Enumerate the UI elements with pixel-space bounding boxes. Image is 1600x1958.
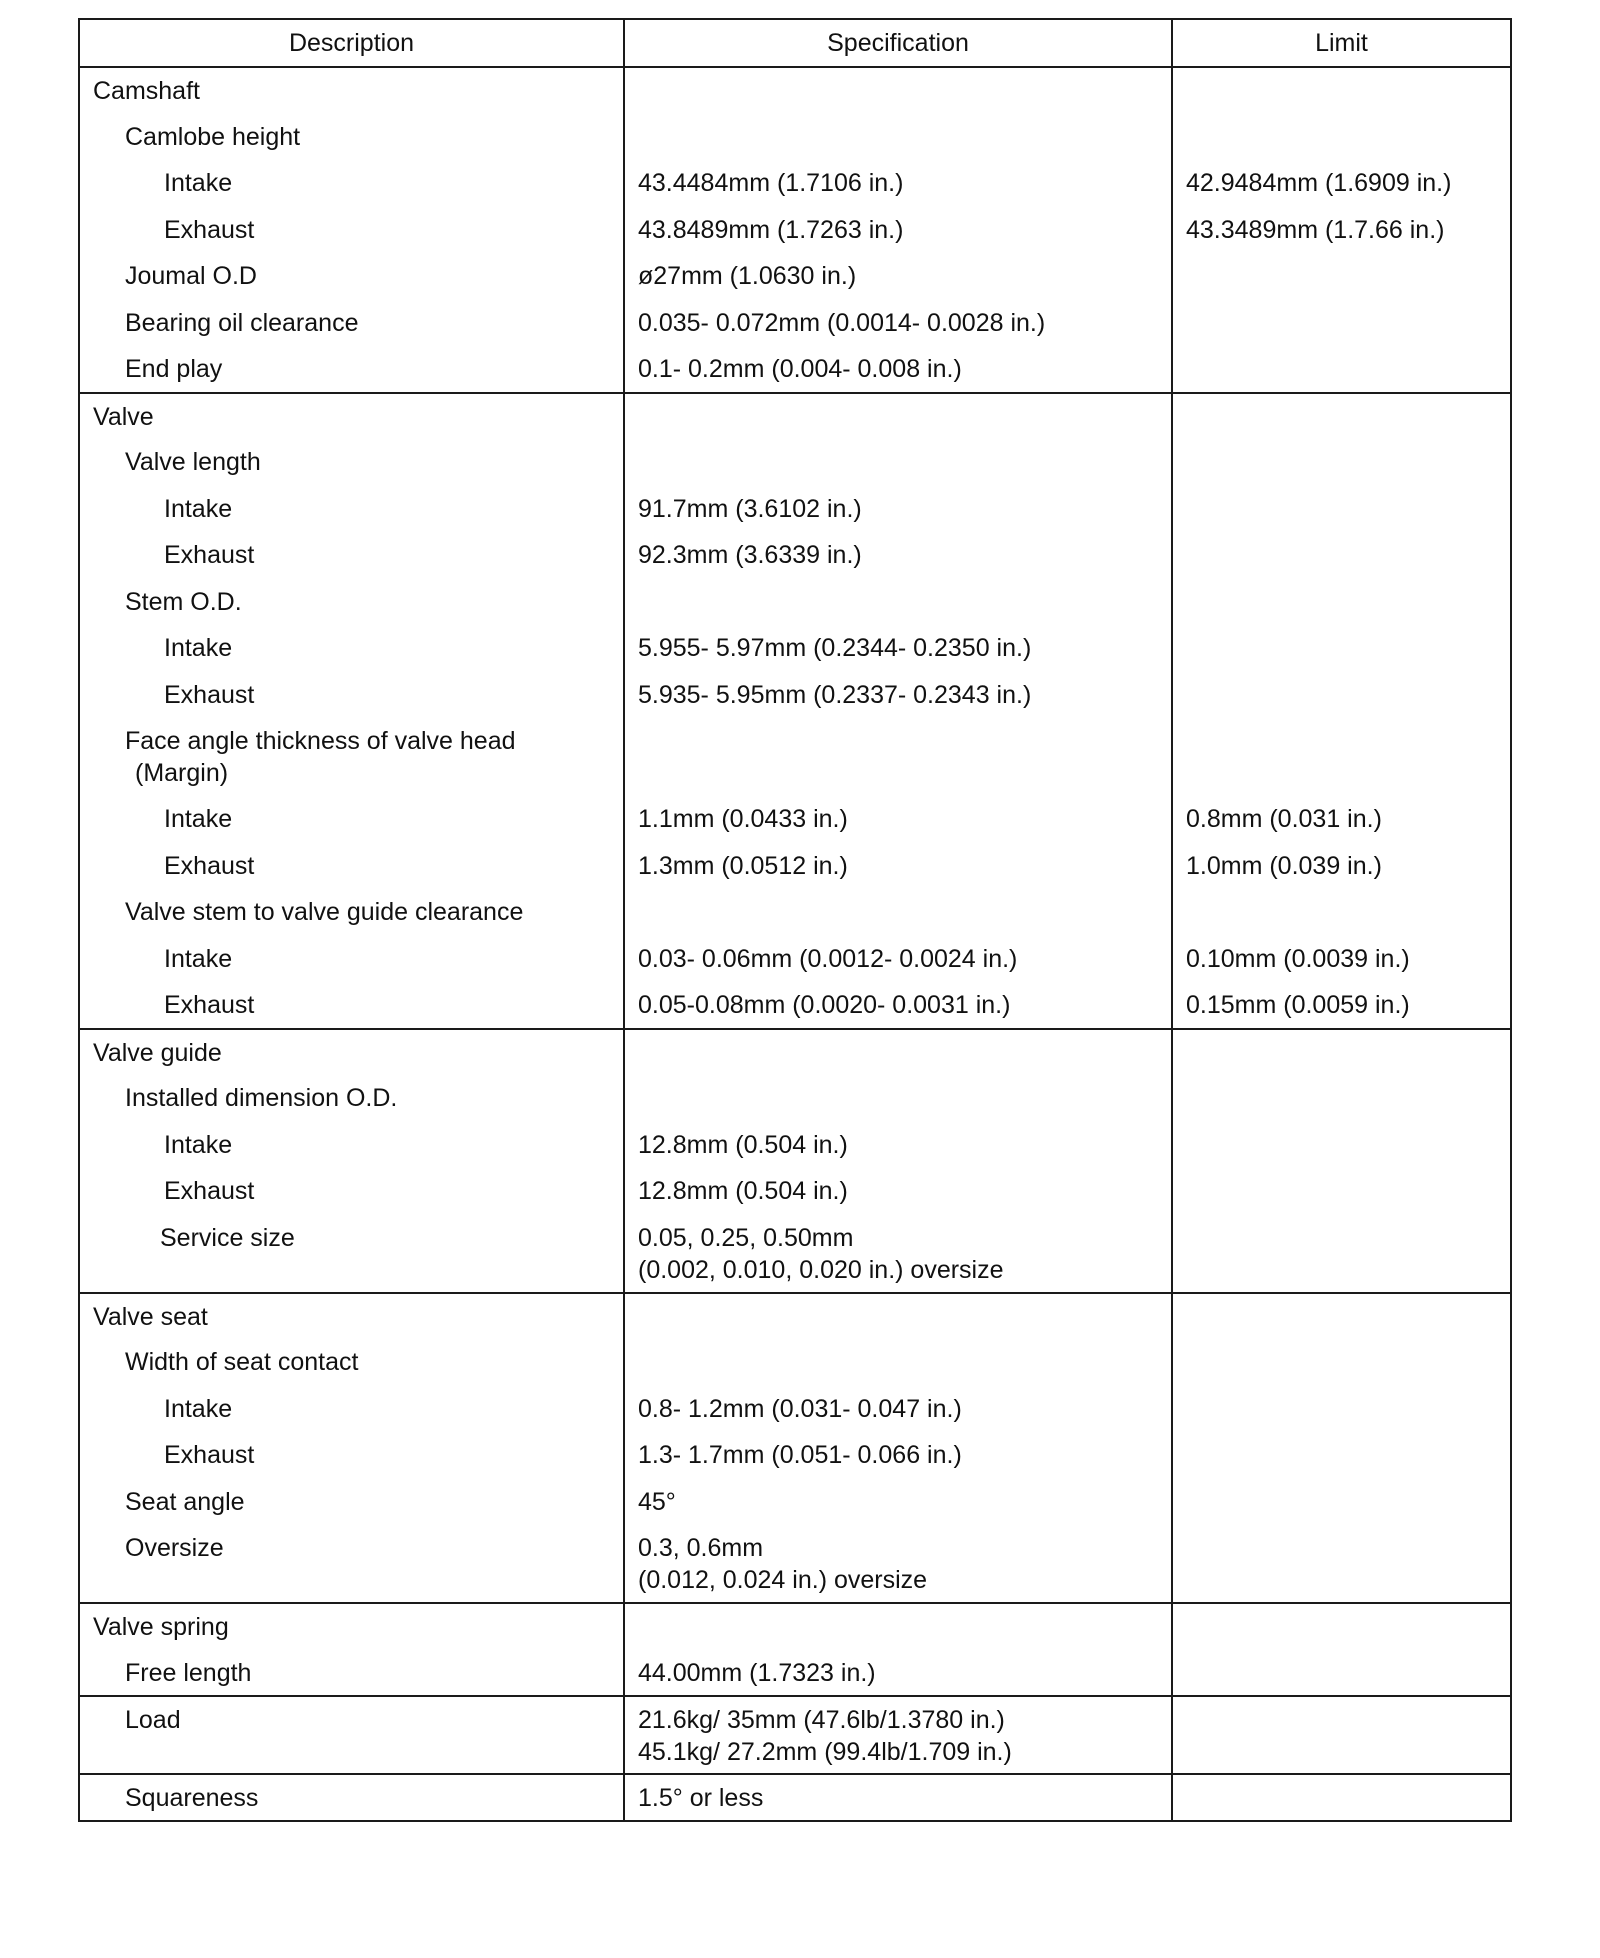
table-row <box>79 1075 1511 1122</box>
specification-cell <box>624 1215 1172 1293</box>
specification-text: 21.6kg/ 35mm (47.6lb/1.3780 in.) <box>638 1706 1005 1734</box>
specification-cell <box>624 439 1172 486</box>
limit-cell <box>1172 393 1511 440</box>
description-cell <box>79 982 624 1029</box>
specification-cell <box>624 1029 1172 1076</box>
table-row <box>79 579 1511 626</box>
table-row <box>79 300 1511 347</box>
specification-text: 5.935- 5.95mm (0.2337- 0.2343 in.) <box>638 680 1032 709</box>
specification-cell <box>624 936 1172 983</box>
description-cell <box>79 1525 624 1603</box>
description-text: Face angle thickness of valve head <box>125 727 516 755</box>
specification-cell <box>624 672 1172 719</box>
limit-cell <box>1172 300 1511 347</box>
limit-cell <box>1172 1339 1511 1386</box>
limit-cell <box>1172 1029 1511 1076</box>
limit-cell <box>1172 439 1511 486</box>
description-text: Intake <box>164 169 233 197</box>
description-text: Installed dimension O.D. <box>125 1084 398 1112</box>
description-text: Intake <box>164 634 233 662</box>
description-cell <box>79 393 624 440</box>
limit-text: 0.15mm (0.0059 in.) <box>1186 991 1410 1019</box>
table-row <box>79 796 1511 843</box>
description-text: Valve spring <box>93 1613 229 1641</box>
limit-text: 43.3489mm (1.7.66 in.) <box>1186 215 1445 244</box>
description-text: Intake <box>164 944 233 973</box>
limit-cell <box>1172 1293 1511 1340</box>
description-cell <box>79 67 624 114</box>
specification-cell <box>624 1168 1172 1215</box>
specification-cell <box>624 1075 1172 1122</box>
description-text: Exhaust <box>164 1177 255 1205</box>
description-text: Valve stem to valve guide clearance <box>125 898 524 926</box>
description-text: End play <box>125 355 223 383</box>
description-cell <box>79 1293 624 1340</box>
specification-text: 45° <box>638 1487 676 1516</box>
specification-cell <box>624 1650 1172 1697</box>
header-row <box>79 19 1511 67</box>
table-row <box>79 393 1511 440</box>
specification-cell <box>624 207 1172 254</box>
description-text: Width of seat contact <box>125 1348 359 1376</box>
limit-cell <box>1172 114 1511 161</box>
description-cell <box>79 300 624 347</box>
table-row <box>79 160 1511 207</box>
specification-text: 12.8mm (0.504 in.) <box>638 1177 848 1205</box>
header-limit: Limit <box>1172 19 1511 67</box>
specification-text-continued: (0.002, 0.010, 0.020 in.) oversize <box>638 1255 1004 1284</box>
limit-cell <box>1172 843 1511 890</box>
specification-cell <box>624 889 1172 936</box>
specification-cell <box>624 1122 1172 1169</box>
specification-cell <box>624 1339 1172 1386</box>
description-cell <box>79 1029 624 1076</box>
description-cell <box>79 1386 624 1433</box>
table-row <box>79 1432 1511 1479</box>
description-text: Service size <box>160 1223 295 1252</box>
limit-cell <box>1172 625 1511 672</box>
table-row <box>79 1603 1511 1650</box>
description-text: Valve <box>93 402 154 431</box>
description-cell <box>79 253 624 300</box>
description-text: Exhaust <box>164 680 255 709</box>
table-row <box>79 672 1511 719</box>
specification-cell <box>624 532 1172 579</box>
table-row <box>79 1525 1511 1603</box>
description-text: Stem O.D. <box>125 587 242 616</box>
description-text-continued: (Margin) <box>135 759 229 787</box>
specification-cell <box>624 114 1172 161</box>
description-cell <box>79 1075 624 1122</box>
specification-cell <box>624 843 1172 890</box>
table-row <box>79 889 1511 936</box>
limit-cell <box>1172 1386 1511 1433</box>
limit-cell <box>1172 486 1511 533</box>
limit-cell <box>1172 982 1511 1029</box>
limit-cell <box>1172 67 1511 114</box>
limit-cell <box>1172 253 1511 300</box>
description-cell <box>79 796 624 843</box>
table-row <box>79 936 1511 983</box>
header-specification: Specification <box>624 19 1172 67</box>
table-row <box>79 114 1511 161</box>
specification-cell <box>624 346 1172 393</box>
description-text: Free length <box>125 1658 252 1687</box>
description-cell <box>79 1168 624 1215</box>
table-row <box>79 1029 1511 1076</box>
table-row <box>79 1168 1511 1215</box>
limit-cell <box>1172 1603 1511 1650</box>
description-text: Oversize <box>125 1534 224 1562</box>
table-row <box>79 1650 1511 1697</box>
limit-cell <box>1172 1168 1511 1215</box>
description-cell <box>79 1122 624 1169</box>
specification-text: 0.05-0.08mm (0.0020- 0.0031 in.) <box>638 991 1011 1019</box>
specification-text-continued: (0.012, 0.024 in.) oversize <box>638 1566 928 1594</box>
specification-text: 5.955- 5.97mm (0.2344- 0.2350 in.) <box>638 634 1032 662</box>
spec-table <box>78 18 1512 1822</box>
limit-cell <box>1172 160 1511 207</box>
specification-cell <box>624 625 1172 672</box>
specification-text: 43.4484mm (1.7106 in.) <box>638 169 904 197</box>
table-row <box>79 346 1511 393</box>
specification-text: 0.03- 0.06mm (0.0012- 0.0024 in.) <box>638 944 1018 973</box>
description-text: Intake <box>164 1130 233 1159</box>
specification-text: ø27mm (1.0630 in.) <box>638 262 857 290</box>
description-text: Camlobe height <box>125 122 301 151</box>
table-row <box>79 1215 1511 1293</box>
description-text: Seat angle <box>125 1487 245 1516</box>
description-cell <box>79 160 624 207</box>
specification-text: 0.8- 1.2mm (0.031- 0.047 in.) <box>638 1394 962 1423</box>
description-text: Exhaust <box>164 1441 255 1469</box>
description-cell <box>79 579 624 626</box>
specification-cell <box>624 1603 1172 1650</box>
limit-cell <box>1172 1650 1511 1697</box>
description-text: Squareness <box>125 1784 259 1812</box>
limit-cell <box>1172 1075 1511 1122</box>
specification-cell <box>624 1293 1172 1340</box>
specification-text: 1.5° or less <box>638 1784 764 1812</box>
description-text: Intake <box>164 1394 233 1423</box>
specification-text: 0.035- 0.072mm (0.0014- 0.0028 in.) <box>638 308 1046 337</box>
description-text: Valve seat <box>93 1302 208 1331</box>
description-cell <box>79 718 624 796</box>
limit-cell <box>1172 579 1511 626</box>
header-description: Description <box>79 19 624 67</box>
limit-cell <box>1172 1774 1511 1821</box>
table-row <box>79 982 1511 1029</box>
limit-cell <box>1172 207 1511 254</box>
limit-cell <box>1172 1479 1511 1526</box>
table-row <box>79 1122 1511 1169</box>
specification-cell <box>624 1386 1172 1433</box>
specification-cell <box>624 1774 1172 1821</box>
limit-cell <box>1172 796 1511 843</box>
limit-cell <box>1172 346 1511 393</box>
specification-text: 43.8489mm (1.7263 in.) <box>638 215 904 244</box>
description-cell <box>79 1215 624 1293</box>
specification-text: 0.1- 0.2mm (0.004- 0.008 in.) <box>638 355 962 383</box>
limit-cell <box>1172 1122 1511 1169</box>
table-row <box>79 253 1511 300</box>
specification-text-continued: 45.1kg/ 27.2mm (99.4lb/1.709 in.) <box>638 1738 1012 1766</box>
description-text: Valve guide <box>93 1038 222 1067</box>
specification-text: 12.8mm (0.504 in.) <box>638 1130 848 1159</box>
limit-cell <box>1172 936 1511 983</box>
table-row <box>79 439 1511 486</box>
description-cell <box>79 1774 624 1821</box>
specification-text: 92.3mm (3.6339 in.) <box>638 541 862 569</box>
specification-text: 91.7mm (3.6102 in.) <box>638 494 862 523</box>
specification-cell <box>624 1525 1172 1603</box>
description-text: Exhaust <box>164 991 255 1019</box>
table-row <box>79 1293 1511 1340</box>
specification-cell <box>624 1479 1172 1526</box>
description-cell <box>79 889 624 936</box>
specification-cell <box>624 796 1172 843</box>
description-cell <box>79 936 624 983</box>
description-text: Intake <box>164 805 233 833</box>
limit-cell <box>1172 672 1511 719</box>
table-row <box>79 486 1511 533</box>
specification-cell <box>624 300 1172 347</box>
specification-text: 1.1mm (0.0433 in.) <box>638 805 848 833</box>
specification-text: 0.05, 0.25, 0.50mm <box>638 1223 854 1252</box>
specification-cell <box>624 253 1172 300</box>
limit-text: 42.9484mm (1.6909 in.) <box>1186 169 1452 197</box>
limit-text: 1.0mm (0.039 in.) <box>1186 851 1382 880</box>
limit-cell <box>1172 532 1511 579</box>
limit-text: 0.8mm (0.031 in.) <box>1186 805 1382 833</box>
description-text: Joumal O.D <box>125 262 257 290</box>
description-text: Exhaust <box>164 541 255 569</box>
specification-cell <box>624 160 1172 207</box>
description-cell <box>79 1432 624 1479</box>
specification-text: 44.00mm (1.7323 in.) <box>638 1658 876 1687</box>
table-row <box>79 67 1511 114</box>
specification-cell <box>624 982 1172 1029</box>
specification-cell <box>624 67 1172 114</box>
specification-cell <box>624 1696 1172 1774</box>
description-cell <box>79 625 624 672</box>
limit-text: 0.10mm (0.0039 in.) <box>1186 944 1410 973</box>
description-cell <box>79 1339 624 1386</box>
table-row <box>79 1339 1511 1386</box>
specification-text: 0.3, 0.6mm <box>638 1534 764 1562</box>
table-row <box>79 1774 1511 1821</box>
limit-cell <box>1172 1432 1511 1479</box>
description-text: Camshaft <box>93 77 200 105</box>
limit-cell <box>1172 1525 1511 1603</box>
specification-cell <box>624 718 1172 796</box>
specification-cell <box>624 579 1172 626</box>
specification-cell <box>624 393 1172 440</box>
description-cell <box>79 439 624 486</box>
specification-cell <box>624 486 1172 533</box>
table-row <box>79 1479 1511 1526</box>
description-cell <box>79 207 624 254</box>
description-cell <box>79 843 624 890</box>
table-body <box>79 67 1511 1821</box>
description-text: Bearing oil clearance <box>125 308 359 337</box>
specification-cell <box>624 1432 1172 1479</box>
description-text: Exhaust <box>164 851 255 880</box>
description-cell <box>79 486 624 533</box>
table-row <box>79 718 1511 796</box>
description-cell <box>79 672 624 719</box>
table-row <box>79 1696 1511 1774</box>
table-row <box>79 625 1511 672</box>
specification-text: 1.3- 1.7mm (0.051- 0.066 in.) <box>638 1441 962 1469</box>
description-cell <box>79 1696 624 1774</box>
description-text: Intake <box>164 494 233 523</box>
specification-text: 1.3mm (0.0512 in.) <box>638 851 848 880</box>
table-row <box>79 532 1511 579</box>
description-text: Exhaust <box>164 215 255 244</box>
description-cell <box>79 532 624 579</box>
table-row <box>79 1386 1511 1433</box>
description-cell <box>79 1479 624 1526</box>
table-row <box>79 843 1511 890</box>
limit-cell <box>1172 1215 1511 1293</box>
description-text: Load <box>125 1706 181 1734</box>
description-cell <box>79 114 624 161</box>
limit-cell <box>1172 889 1511 936</box>
table-row <box>79 207 1511 254</box>
description-cell <box>79 346 624 393</box>
description-cell <box>79 1650 624 1697</box>
description-cell <box>79 1603 624 1650</box>
limit-cell <box>1172 1696 1511 1774</box>
description-text: Valve length <box>125 448 261 476</box>
limit-cell <box>1172 718 1511 796</box>
